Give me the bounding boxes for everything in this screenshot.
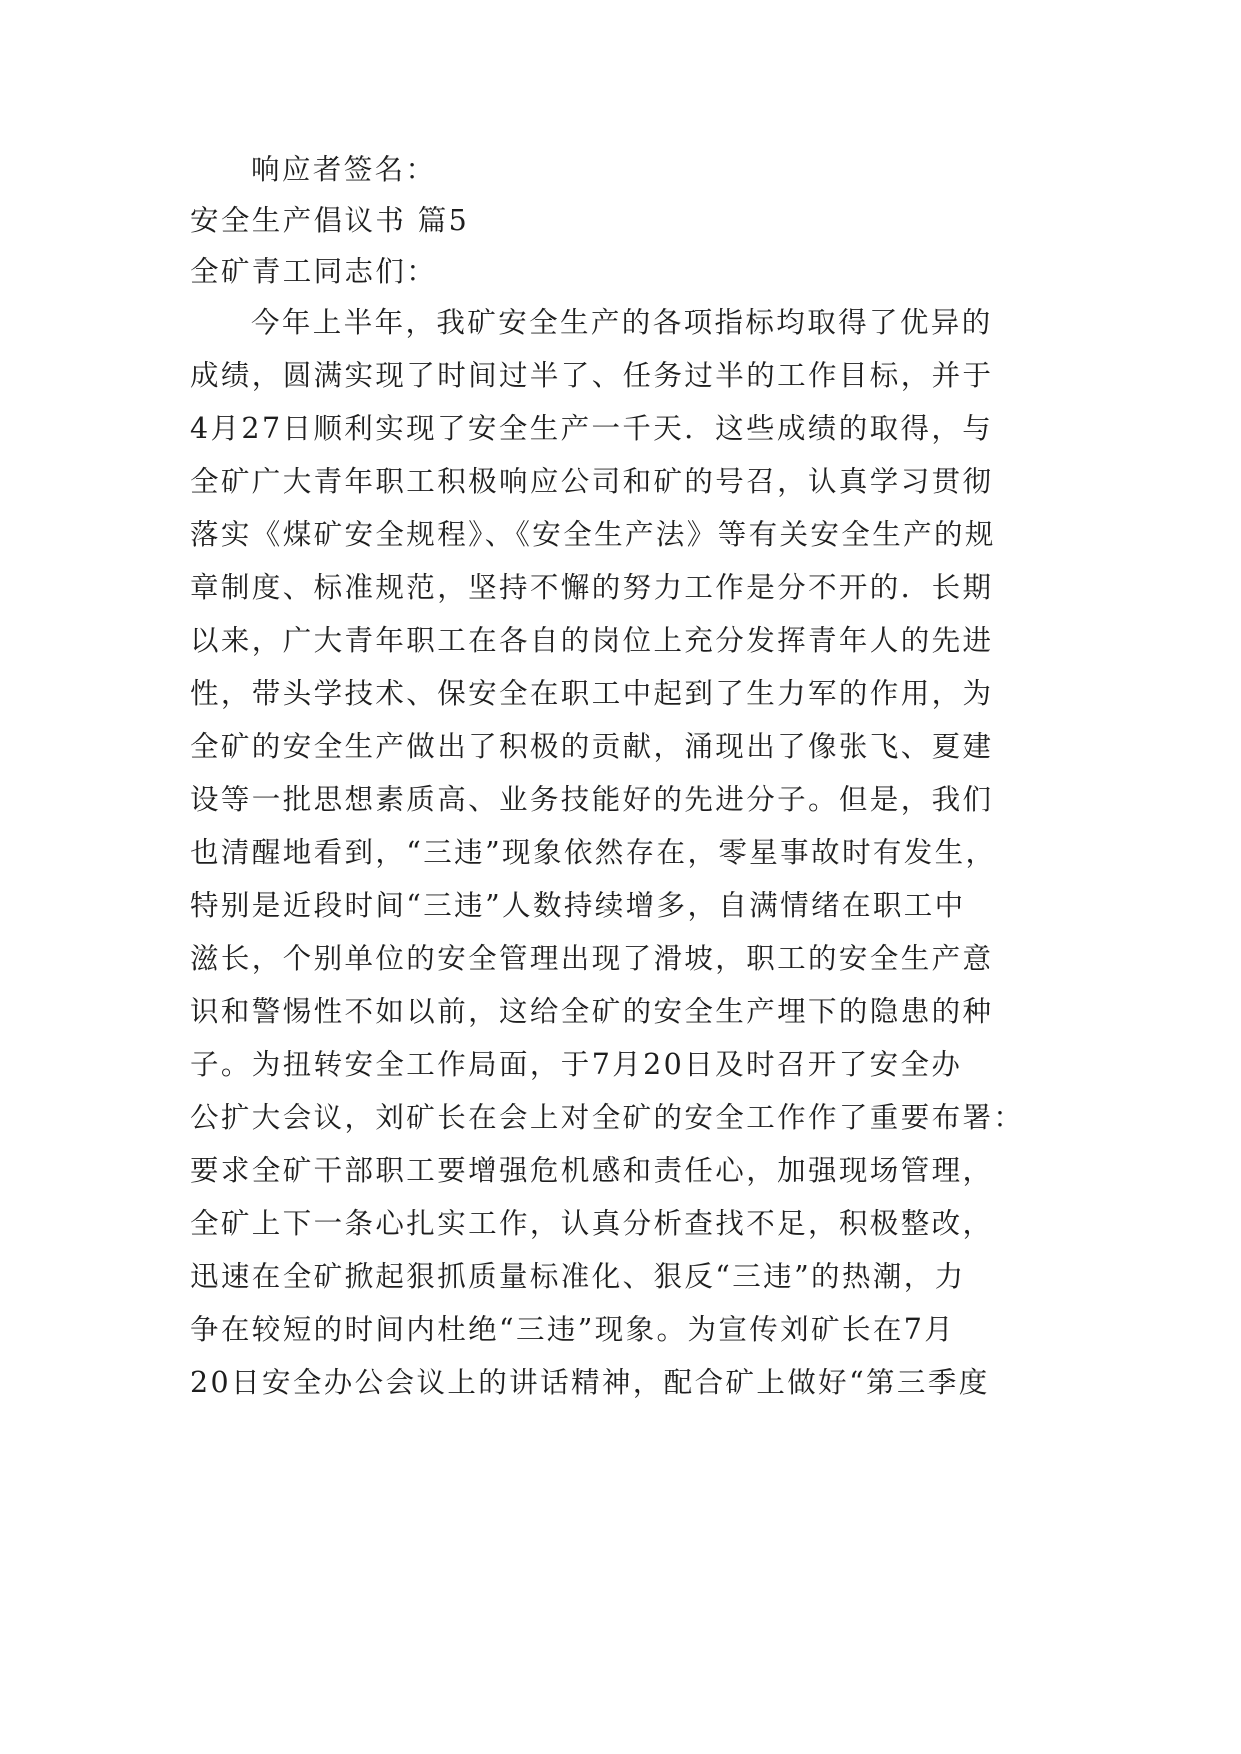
paragraph-line: 特别是近段时间“三违”人数持续增多，自满情绪在职工中 xyxy=(190,889,966,922)
greeting: 全矿青工同志们： xyxy=(190,255,438,288)
paragraph-line: 全矿广大青年职工积极响应公司和矿的号召，认真学习贯彻 xyxy=(190,465,994,498)
paragraph-line: 争在较短的时间内杜绝“三违”现象。为宣传刘矿长在7月 xyxy=(190,1313,956,1346)
signature-label: 响应者签名： xyxy=(251,153,437,186)
paragraph-line: 滋长，个别单位的安全管理出现了滑坡，职工的安全生产意 xyxy=(190,942,994,975)
paragraph-line: 设等一批思想素质高、业务技能好的先进分子。但是，我们 xyxy=(190,783,994,816)
paragraph-line: 成绩，圆满实现了时间过半了、任务过半的工作目标，并于 xyxy=(190,359,994,392)
paragraph-line: 迅速在全矿掀起狠抓质量标准化、狠反“三违”的热潮，力 xyxy=(190,1260,966,1293)
paragraph-line: 章制度、标准规范，坚持不懈的努力工作是分不开的．长期 xyxy=(190,571,994,604)
paragraph-line: 性，带头学技术、保安全在职工中起到了生力军的作用，为 xyxy=(190,677,994,710)
paragraph-line: 公扩大会议，刘矿长在会上对全矿的安全工作作了重要布署： xyxy=(190,1101,1025,1134)
paragraph-line: 识和警惕性不如以前，这给全矿的安全生产埋下的隐患的种 xyxy=(190,995,994,1028)
paragraph-line: 4月27日顺利实现了安全生产一千天．这些成绩的取得，与 xyxy=(190,412,994,445)
paragraph-line: 今年上半年，我矿安全生产的各项指标均取得了优异的 xyxy=(251,306,993,339)
paragraph-line: 20日安全办公会议上的讲话精神，配合矿上做好“第三季度 xyxy=(190,1366,990,1399)
paragraph-line: 要求全矿干部职工要增强危机感和责任心，加强现场管理， xyxy=(190,1154,994,1187)
paragraph-line: 全矿上下一条心扎实工作，认真分析查找不足，积极整改， xyxy=(190,1207,994,1240)
paragraph-line: 也清醒地看到，“三违”现象依然存在，零星事故时有发生， xyxy=(190,836,997,869)
paragraph-line: 全矿的安全生产做出了积极的贡献，涌现出了像张飞、夏建 xyxy=(190,730,994,763)
paragraph-line: 落实《煤矿安全规程》、《安全生产法》等有关安全生产的规 xyxy=(190,518,996,551)
section-title: 安全生产倡议书 篇5 xyxy=(190,204,470,237)
paragraph-line: 以来，广大青年职工在各自的岗位上充分发挥青年人的先进 xyxy=(190,624,994,657)
paragraph-line: 子。为扭转安全工作局面，于7月20日及时召开了安全办 xyxy=(190,1048,963,1081)
